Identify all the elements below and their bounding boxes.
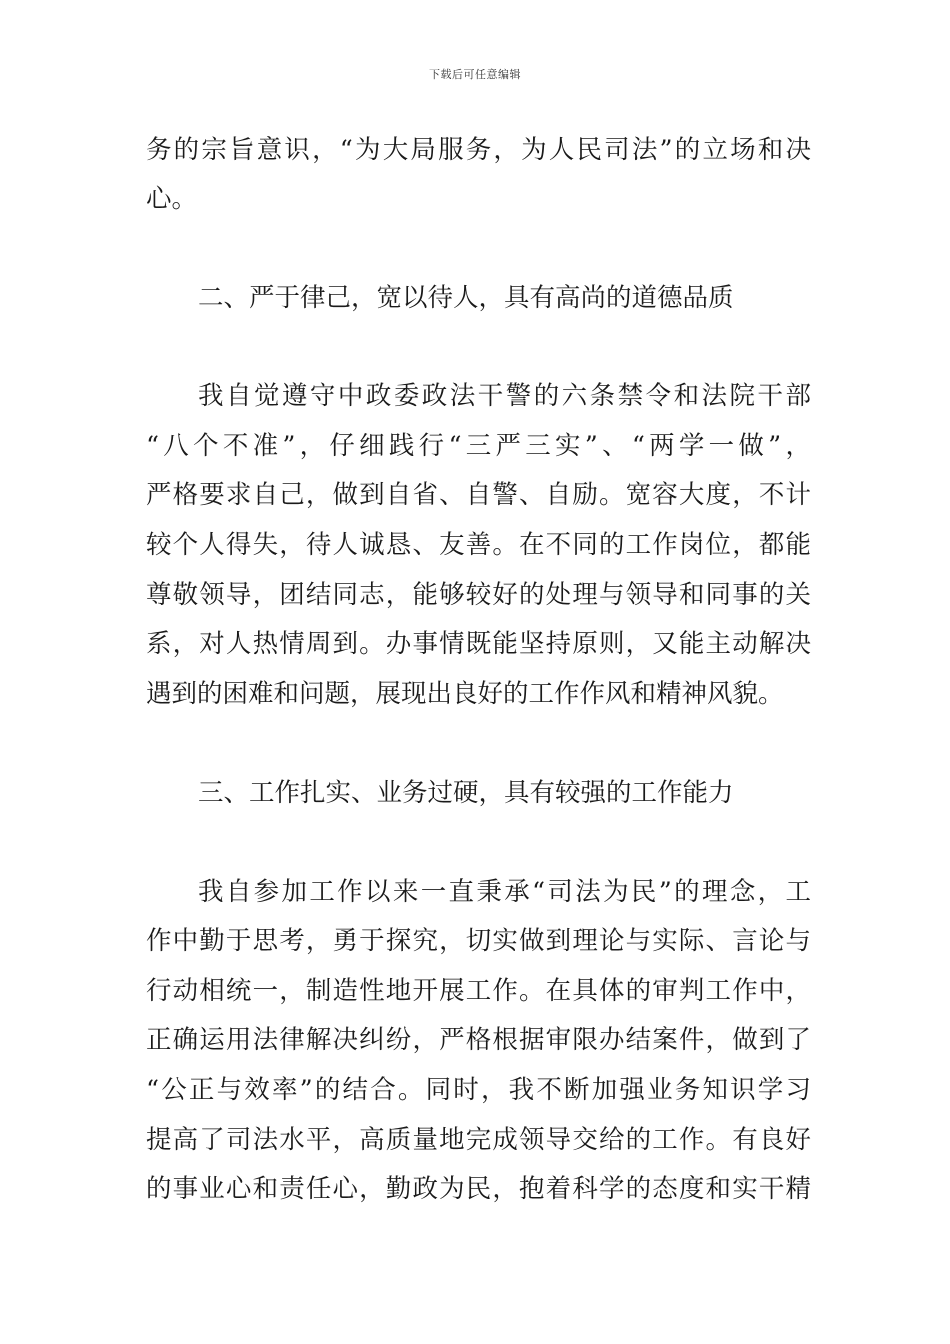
section-heading-3: 三、工作扎实、业务过硬，具有较强的工作能力	[198, 778, 734, 808]
paragraph-3-line: 的事业心和责任心，勤政为民，抱着科学的态度和实干精	[146, 1174, 811, 1204]
paragraph-1-line: 心。	[146, 184, 198, 214]
header-note: 下载后可任意编辑	[429, 68, 521, 81]
paragraph-2-line: 遇到的困难和问题，展现出良好的工作作风和精神风貌。	[146, 679, 784, 709]
paragraph-3-line: 行动相统一，制造性地开展工作。在具体的审判工作中，	[146, 976, 811, 1006]
paragraph-2-line: 我自觉遵守中政委政法干警的六条禁令和法院干部	[198, 381, 811, 411]
paragraph-2-line: “八个不准”，仔细践行“三严三实”、“两学一做”，	[146, 431, 811, 461]
paragraph-3-line: 我自参加工作以来一直秉承“司法为民”的理念，工	[198, 877, 811, 907]
paragraph-2-line: 系，对人热情周到。办事情既能坚持原则，又能主动解决	[146, 629, 811, 659]
paragraph-2-line: 尊敬领导，团结同志，能够较好的处理与领导和同事的关	[146, 580, 811, 610]
section-heading-2: 二、严于律己，宽以待人，具有高尚的道德品质	[198, 283, 734, 313]
paragraph-3-line: 正确运用法律解决纠纷，严格根据审限办结案件，做到了	[146, 1025, 811, 1055]
paragraph-3-line: “公正与效率”的结合。同时，我不断加强业务知识学习	[146, 1075, 811, 1105]
paragraph-1-line: 务的宗旨意识，“为大局服务，为人民司法”的立场和决	[146, 135, 811, 165]
paragraph-3-line: 提高了司法水平，高质量地完成领导交给的工作。有良好	[146, 1125, 811, 1155]
paragraph-2-line: 较个人得失，待人诚恳、友善。在不同的工作岗位，都能	[146, 530, 811, 560]
paragraph-3-line: 作中勤于思考，勇于探究，切实做到理论与实际、言论与	[146, 926, 811, 956]
paragraph-2-line: 严格要求自己，做到自省、自警、自励。宽容大度，不计	[146, 480, 811, 510]
